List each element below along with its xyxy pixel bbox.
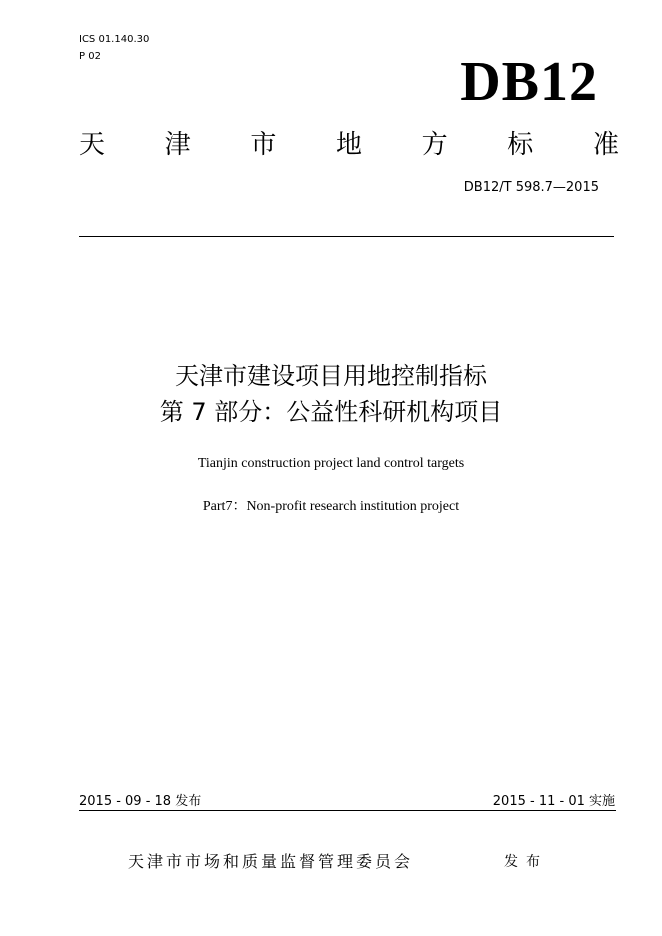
implementation-date: 2015 - 11 - 01 实施 — [492, 794, 615, 809]
ics-code: ICS 01.140.30 — [79, 34, 150, 45]
english-title-line1: Tianjin construction project land control targets — [197, 456, 465, 471]
english-title-line2: Part7：Non-profit research institution project — [202, 499, 460, 514]
standard-type-char: 天 — [79, 130, 106, 160]
standard-type-heading — [79, 130, 619, 160]
standard-type-char: 标 — [507, 130, 534, 160]
footer-divider — [79, 810, 616, 811]
standard-type-char: 地 — [335, 130, 362, 160]
issue-date: 2015 - 09 - 18 发布 — [79, 794, 202, 809]
standard-type-char: 津 — [164, 130, 191, 160]
standard-type-char: 方 — [421, 130, 448, 160]
header-divider — [79, 236, 614, 237]
publish-action: 发布 — [504, 854, 548, 870]
publisher: 天津市市场和质量监督管理委员会 — [128, 852, 414, 871]
ccs-code: P 02 — [79, 51, 101, 62]
standard-mark: DB12 — [460, 51, 598, 113]
document-title-line1: 天津市建设项目用地控制指标 — [175, 362, 487, 390]
standard-type-char: 市 — [250, 130, 277, 160]
document-title-line2: 第 7 部分：公益性科研机构项目 — [159, 398, 503, 426]
standard-number: DB12/T 598.7—2015 — [463, 180, 599, 195]
standard-type-char: 准 — [592, 130, 619, 160]
